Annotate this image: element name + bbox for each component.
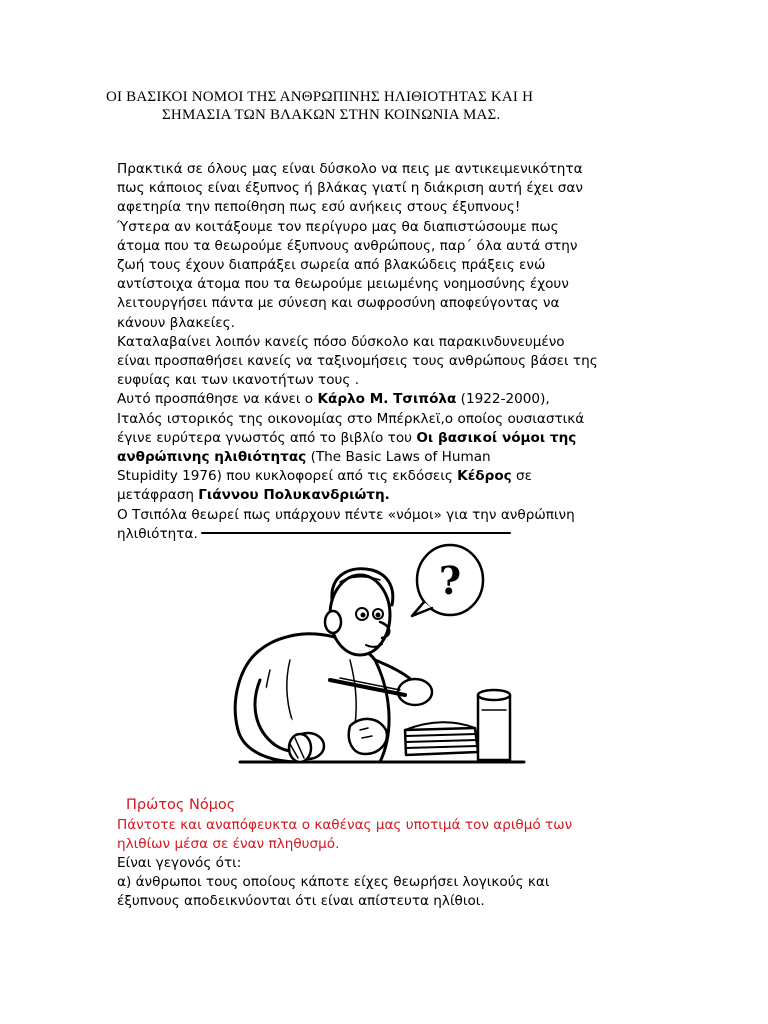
translator-name: Γιάννου Πολυκανδριώτη. [198, 487, 390, 504]
intro-line: λειτουργήσει πάντα με σύνεση και σωφροσύνη αποφεύγοντας να [117, 295, 560, 312]
publisher-name: Κέδρος [457, 468, 512, 485]
intro-line: αφετηρία την πεποίθηση πως εσύ ανήκεις στους έξυπνους! [117, 199, 521, 216]
question-mark-glyph: ? [438, 558, 462, 603]
intro-line: ευφυίας και των ικανοτήτων τους . [117, 372, 360, 389]
first-law-section [117, 796, 657, 912]
author-line [117, 467, 657, 486]
author-line: ηλιθιότητα. [117, 525, 198, 542]
intro-line: κάνουν βλακείες. [117, 314, 235, 331]
intro-line: Καταλαβαίνει λοιπόν κανείς πόσο δύσκολο και παρακινδυνευμένο [117, 333, 565, 350]
document-title [106, 88, 666, 124]
text: έγινε ευρύτερα γνωστός από το βιβλίο του [117, 429, 417, 446]
text: (The Basic Laws of Human [306, 449, 491, 466]
intro-text [117, 160, 657, 544]
law-statement: ηλιθίων μέσα σε έναν πληθυσμό. [117, 835, 340, 852]
law-statement: Πάντοτε και αναπόφευκτα ο καθένας μας υποτιμά τον αριθμό των [117, 816, 573, 833]
author-name: Κάρλο Μ. Τσιπόλα [317, 391, 457, 408]
author-line [117, 390, 657, 409]
intro-line: είναι προσπαθήσει κανείς να ταξινομήσεις τους ανθρώπους βάσει της [117, 353, 598, 370]
intro-line: ζωή τους έχουν διαπράξει σωρεία από βλακώδεις πράξεις ενώ [117, 257, 546, 274]
law-text: Είναι γεγονός ότι: [117, 854, 242, 871]
section-heading: Πρώτος Νόμος [126, 797, 236, 813]
author-line [117, 486, 657, 505]
author-line [117, 429, 657, 448]
text: Stupidity 1976) που κυκλοφορεί από τις εκδόσεις [117, 468, 458, 485]
intro-line: αντίστοιχα άτομα που τα θεωρούμε μειωμένης νοημοσύνης έχουν [117, 276, 569, 293]
book-title: ανθρώπινης ηλιθιότητας [117, 449, 307, 466]
intro-line: άτομα που τα θεωρούμε έξυπνους ανθρώπους, παρ΄ όλα αυτά στην [117, 237, 578, 254]
book-title: Οι βασικοί νόμοι της [416, 429, 577, 446]
author-line: Ιταλός ιστορικός της οικονομίας στο Μπέρκλεϊ,ο οποίος ουσιαστικά [117, 410, 585, 427]
author-line [117, 448, 657, 467]
text: μετάφραση [117, 487, 199, 504]
law-text: α) άνθρωποι τους οποίους κάποτε είχες θεωρήσει λογικούς και [117, 874, 550, 891]
author-line: Ο Τσιπόλα θεωρεί πως υπάρχουν πέντε «νόμοι» για την ανθρώπινη [117, 506, 575, 523]
title-line-2: ΣΗΜΑΣΙΑ ΤΩΝ ΒΛΑΚΩΝ ΣΤΗΝ ΚΟΙΝΩΝΙΑ ΜΑΣ. [162, 107, 501, 123]
text: Αυτό προσπάθησε να κάνει ο [117, 391, 318, 408]
intro-line: πως κάποιος είναι έξυπνος ή βλάκας γιατί η διάκριση αυτή έχει σαν [117, 180, 583, 197]
text: σε [511, 468, 533, 485]
law-text: έξυπνους αποδεικνύονται ότι είναι απίστευτα ηλίθιοι. [117, 893, 485, 910]
intro-line: Ύστερα αν κοιτάξουμε τον περίγυρο μας θα διαπιστώσουμε πως [117, 218, 559, 235]
text: (1922-2000), [456, 391, 550, 408]
cartoon-illustration [200, 530, 528, 786]
intro-line: Πρακτικά σε όλους μας είναι δύσκολο να πεις με αντικειμενικότητα [117, 161, 583, 177]
title-line-1: ΟΙ ΒΑΣΙΚΟΙ ΝΟΜΟΙ ΤΗΣ ΑΝΘΡΩΠΙΝΗΣ ΗΛΙΘΙΟΤΗΤΑΣ ΚΑΙ Η [106, 89, 534, 105]
